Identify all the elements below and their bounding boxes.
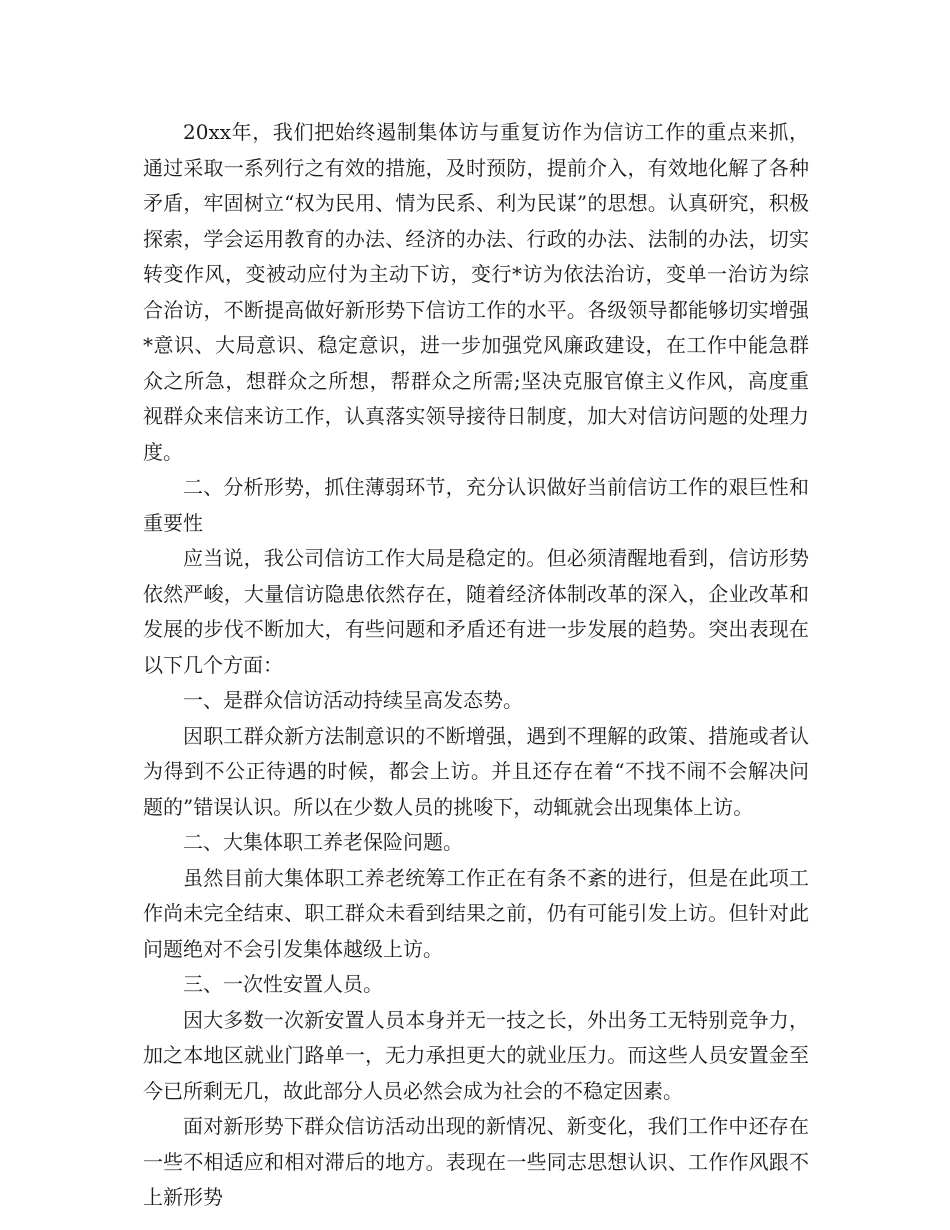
list-item-2: 二、大集体职工养老保险问题。	[183, 830, 463, 854]
list-item-1: 一、是群众信访活动持续呈高发态势。	[183, 688, 523, 712]
section-heading-2: 二、分析形势，抓住薄弱环节，充分认识做好当前信访工作的艰巨性和重要性	[143, 475, 809, 535]
paragraph-5: 因大多数一次新安置人员本身并无一技之长，外出务工无特别竞争力，加之本地区就业门路单一，无力承担更大的就业压力。而这些人员安置金至今已所剩无几，故此部分人员必然会成为社会的不稳定因素。	[143, 1007, 809, 1103]
paragraph-2: 应当说，我公司信访工作大局是稳定的。但必须清醒地看到，信访形势依然严峻，大量信访隐患依然存在，随着经济体制改革的深入，企业改革和发展的步伐不断加大，有些问题和矛盾还有进一步发展的趋势。突出表现在以下几个方面：	[143, 546, 809, 677]
paragraph-3: 因职工群众新方法制意识的不断增强，遇到不理解的政策、措施或者认为得到不公正待遇的时候，都会上访。并且还存在着“不找不闹不会解决问题的”错误认识。所以在少数人员的挑唆下，动辄就会出现集体上访。	[143, 723, 809, 819]
paragraph-1: 20xx年，我们把始终遏制集体访与重复访作为信访工作的重点来抓，通过采取一系列行之有效的措施，及时预防，提前介入，有效地化解了各种矛盾，牢固树立“权为民用、情为民系、利为民谋”的思想。认真研究，积极探索，学会运用教育的办法、经济的办法、行政的办法、法制的办法，切实转变作风，变被动应付为主动下访，变行*访为依法治访，变单一治访为综合治访，不断提高做好新形势下信访工作的水平。各级领导都能够切实增强*意识、大局意识、稳定意识，进一步加强党风廉政建设，在工作中能急群众之所急，想群众之所想，帮群众之所需;坚决克服官僚主义作风，高度重视群众来信来访工作，认真落实领导接待日制度，加大对信访问题的处理力度。	[143, 120, 809, 464]
document-body	[143, 115, 809, 1216]
list-item-3: 三、一次性安置人员。	[183, 972, 383, 996]
paragraph-6: 面对新形势下群众信访活动出现的新情况、新变化，我们工作中还存在一些不相适应和相对滞后的地方。表现在一些同志思想认识、工作作风跟不上新形势	[143, 1114, 809, 1209]
paragraph-4: 虽然目前大集体职工养老统筹工作正在有条不紊的进行，但是在此项工作尚未完全结束、职工群众未看到结果之前，仍有可能引发上访。但针对此问题绝对不会引发集体越级上访。	[143, 865, 809, 961]
